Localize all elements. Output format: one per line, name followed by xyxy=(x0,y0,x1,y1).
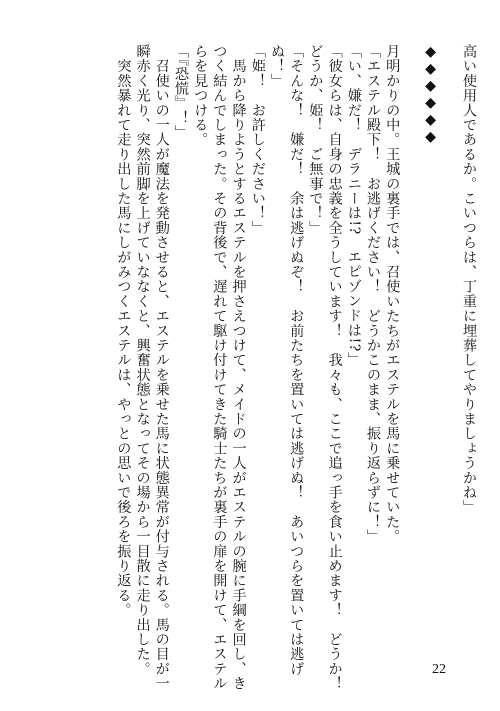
dialogue-line: 「『恐慌』！」 xyxy=(172,44,189,140)
text-line: 高い使用人であるか。こいつらは、丁重に埋葬してやりましょうかね」 xyxy=(461,44,477,515)
text-line: 月明かりの中。王城の裏手では、召使いたちがエステルを馬に乗せていた。 xyxy=(384,44,401,544)
page-number: 22 xyxy=(432,662,446,677)
section-break-diamonds: ◆◆◆◆◆◆ xyxy=(422,44,439,146)
blank-line xyxy=(401,44,420,629)
text-line: つく結んでしまった。その背後で、遅れて駆け付けてきた騎士たちが裏手の扉を開けて、エステル xyxy=(211,44,228,691)
text-line: 馬から降りようとするエステルを押さえつけて、メイドの一人がエステルの腕に手綱を回し、き xyxy=(230,44,247,691)
dialogue-line: 「姫！ お許しください！」 xyxy=(249,44,266,236)
text-line: 瞬赤く光り、突然前脚を上げていななくと、興奮状態となってその場から一目散に走り出した。 xyxy=(134,44,151,677)
dialogue-line: 「エステル殿下！ お逃げください！ どうかこのまま、振り返らずに！」 xyxy=(365,44,382,544)
blank-line xyxy=(440,44,459,629)
text-line: 召使いの一人が魔法を発動させると、エステルを乗せた馬に状態異常が付与される。馬の目が一 xyxy=(153,44,170,691)
dialogue-line: ぬ！」 xyxy=(269,44,285,89)
dialogue-line: 「彼女らは、自身の忠義を全うしています！ 我々も、ここで追っ手を食い止めます！ どうか！ xyxy=(326,44,343,691)
dialogue-line: 「そんな！ 嫌だ！ 余は逃げぬぞ！ お前たちを置いては逃げぬ！ あいつらを置いては逃げ xyxy=(288,44,305,677)
text-line: 突然暴れて走り出した馬にしがみつくエステルは、やっとの思いで後ろを振り返る。 xyxy=(115,44,132,618)
dialogue-line: 「い、嫌だ！ デラニーは!? エピゾンドは!?」 xyxy=(345,44,362,367)
text-line: らを見つける。 xyxy=(192,44,209,147)
dialogue-line: どうか、姫！ ご無事で！」 xyxy=(307,44,324,236)
